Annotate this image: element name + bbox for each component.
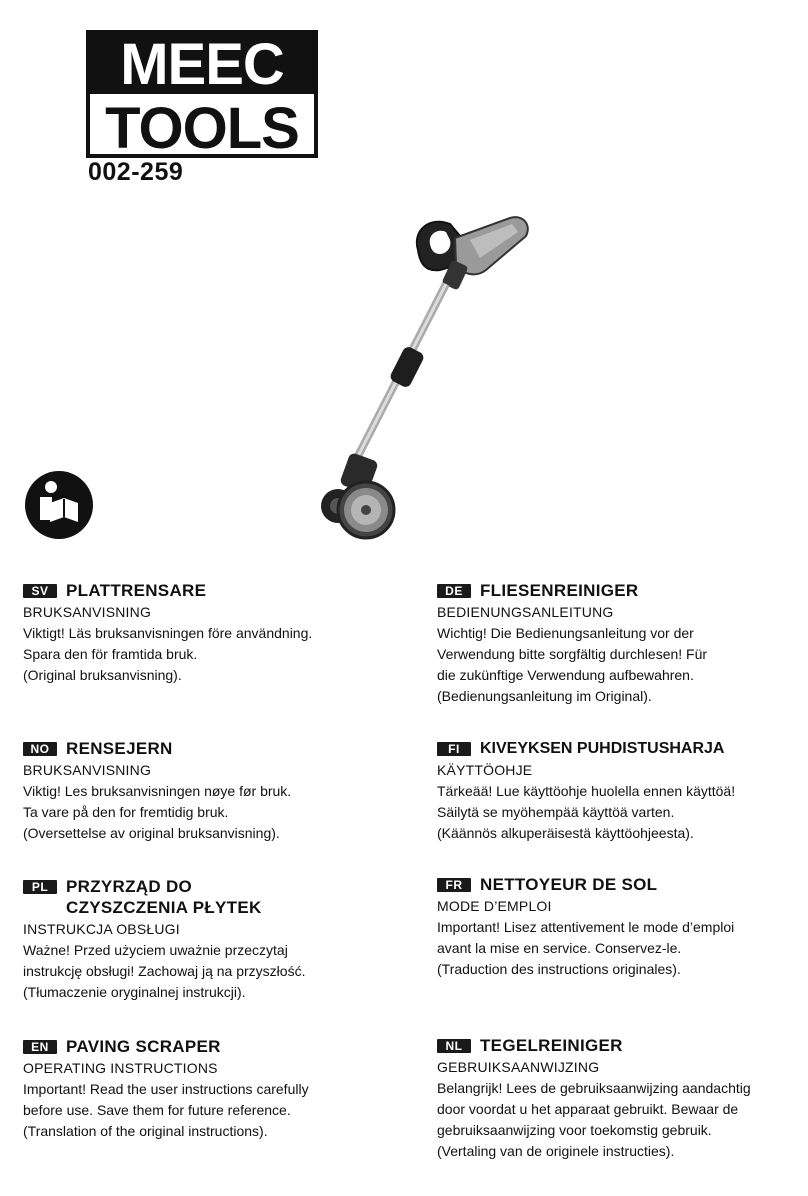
language-badge-de: DE — [437, 584, 471, 598]
section-subtitle-sv: BRUKSANVISNING — [23, 604, 152, 620]
section-pl — [23, 876, 393, 1003]
section-title-en: PAVING SCRAPER — [66, 1037, 221, 1056]
section-en — [23, 1036, 393, 1142]
section-line-pl-3: (Tłumaczenie oryginalnej instrukcji). — [23, 984, 246, 1000]
section-line-fr-3: (Traduction des instructions originales). — [437, 961, 681, 977]
section-title-pl-line2: CZYSZCZENIA PŁYTEK — [66, 898, 262, 917]
section-subtitle-nl: GEBRUIKSAANWIJZING — [437, 1059, 600, 1075]
section-line-de-2: Verwendung bitte sorgfältig durchlesen! Für — [437, 646, 708, 662]
section-title-de: FLIESENREINIGER — [480, 581, 639, 600]
language-badge-no: NO — [23, 742, 57, 756]
language-badge-en: EN — [23, 1040, 57, 1054]
section-line-nl-2: door voordat u het apparaat gebruikt. Bewaar de — [437, 1101, 739, 1117]
section-de — [437, 580, 807, 707]
section-line-nl-4: (Vertaling van de originele instructies). — [437, 1143, 675, 1159]
section-subtitle-en: OPERATING INSTRUCTIONS — [23, 1060, 218, 1076]
section-line-de-4: (Bedienungsanleitung im Original). — [437, 688, 652, 704]
section-line-fi-2: Säilytä se myöhempää käyttöä varten. — [437, 804, 675, 820]
logo-line2: TOOLS — [105, 96, 299, 158]
language-badge-pl: PL — [23, 880, 57, 894]
section-line-nl-3: gebruiksaanwijzing voor toekomstig gebruik. — [437, 1122, 712, 1138]
section-line-no-3: (Oversettelse av original bruksanvisning). — [23, 825, 280, 841]
section-line-de-1: Wichtig! Die Bedienungsanleitung vor der — [437, 625, 694, 641]
logo-line1: MEEC — [120, 32, 284, 97]
section-sv — [23, 580, 393, 686]
section-subtitle-fr: MODE D’EMPLOI — [437, 898, 552, 914]
section-subtitle-no: BRUKSANVISNING — [23, 762, 152, 778]
section-line-sv-1: Viktigt! Läs bruksanvisningen före användning. — [23, 625, 313, 641]
section-title-fi: KIVEYKSEN PUHDISTUSHARJA — [480, 740, 725, 757]
model-number: 002-259 — [88, 158, 184, 186]
section-title-no: RENSEJERN — [66, 739, 173, 758]
section-line-nl-1: Belangrijk! Lees de gebruiksaanwijzing aandachtig — [437, 1080, 751, 1096]
read-manual-icon — [24, 470, 94, 540]
product-image — [300, 210, 560, 550]
section-subtitle-pl: INSTRUKCJA OBSŁUGI — [23, 921, 180, 937]
language-badge-sv: SV — [23, 584, 57, 598]
language-badge-nl: NL — [437, 1039, 471, 1053]
section-line-fi-1: Tärkeää! Lue käyttöohje huolella ennen käyttöä! — [437, 783, 736, 799]
section-line-pl-1: Ważne! Przed użyciem uważnie przeczytaj — [23, 942, 288, 958]
section-line-pl-2: instrukcję obsługi! Zachowaj ją na przyszłość. — [23, 963, 306, 979]
section-nl — [437, 1035, 803, 1162]
section-line-fi-3: (Käännös alkuperäisestä käyttöohjeesta). — [437, 825, 694, 841]
section-line-en-3: (Translation of the original instructions). — [23, 1123, 268, 1139]
section-title-sv: PLATTRENSARE — [66, 581, 207, 600]
language-badge-fi: FI — [437, 742, 471, 756]
section-no — [23, 738, 393, 844]
section-line-no-2: Ta vare på den for fremtidig bruk. — [23, 804, 229, 820]
section-subtitle-de: BEDIENUNGSANLEITUNG — [437, 604, 614, 620]
section-line-fr-1: Important! Lisez attentivement le mode d’emploi — [437, 919, 735, 935]
section-line-fr-2: avant la mise en service. Conservez-le. — [437, 940, 682, 956]
section-line-en-1: Important! Read the user instructions carefully — [23, 1081, 309, 1097]
section-line-de-3: die zukünftige Verwendung aufbewahren. — [437, 667, 694, 683]
section-title-fr: NETTOYEUR DE SOL — [480, 875, 658, 894]
section-line-en-2: before use. Save them for future reference. — [23, 1102, 291, 1118]
language-badge-fr: FR — [437, 878, 471, 892]
section-title-pl — [66, 876, 262, 918]
section-subtitle-fi: KÄYTTÖOHJE — [437, 762, 533, 778]
section-line-sv-2: Spara den för framtida bruk. — [23, 646, 198, 662]
section-line-no-1: Viktig! Les bruksanvisningen nøye før bruk. — [23, 783, 292, 799]
section-fr — [437, 874, 807, 980]
section-title-nl: TEGELREINIGER — [480, 1036, 623, 1055]
brand-logo — [86, 30, 318, 158]
section-title-pl-line1: PRZYRZĄD DO — [66, 877, 193, 896]
section-line-sv-3: (Original bruksanvisning). — [23, 667, 182, 683]
section-fi — [437, 738, 807, 844]
